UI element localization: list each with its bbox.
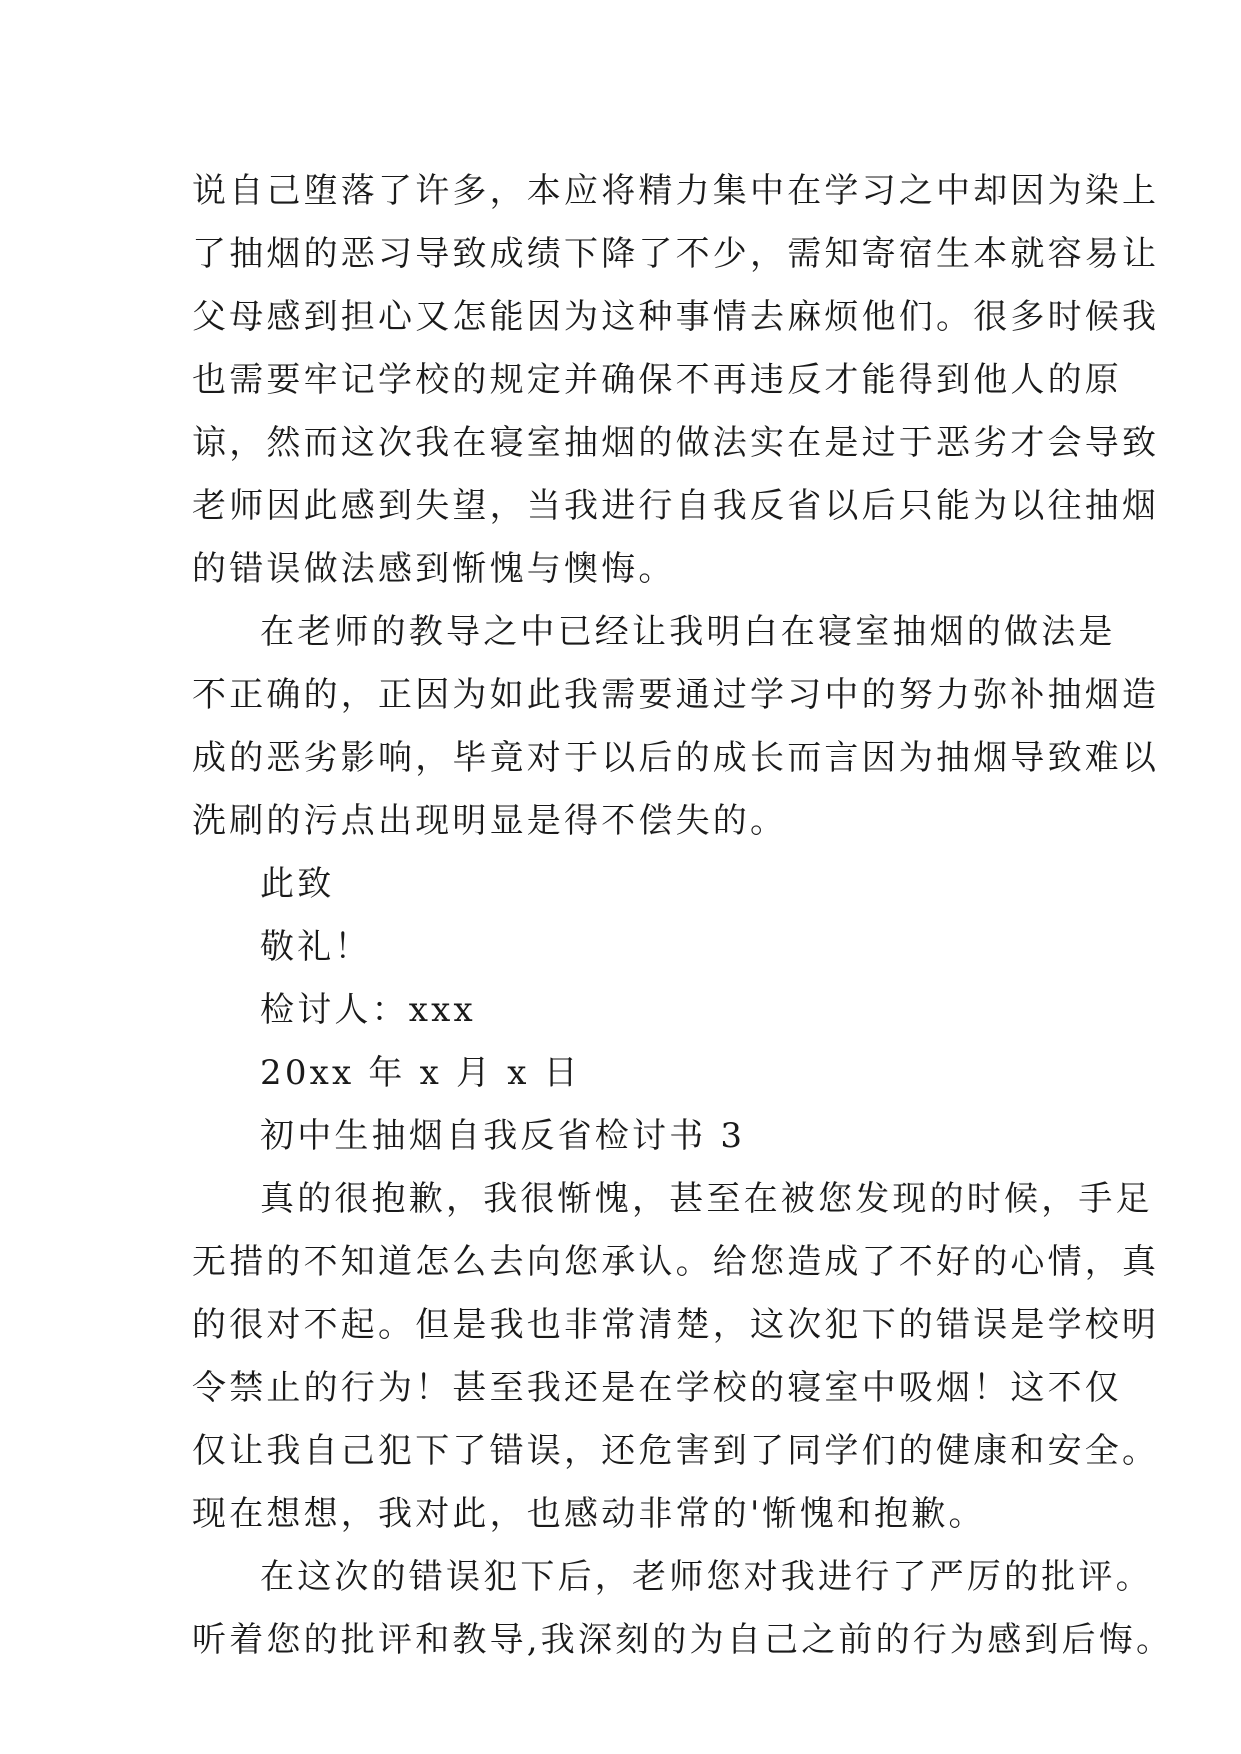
document-body [192,160,1174,1672]
text-line: 令禁止的行为！甚至我还是在学校的寝室中吸烟！这不仅 [192,1368,1122,1408]
text-line: 父母感到担心又怎能因为这种事情去麻烦他们。很多时候我 [192,297,1160,337]
closing-salutation: 此致 [260,864,335,904]
text-line: 说自己堕落了许多，本应将精力集中在学习之中却因为染上 [192,171,1160,211]
text-line: 无措的不知道怎么去向您承认。给您造成了不好的心情，真 [192,1242,1160,1282]
text-line: 了抽烟的恶习导致成绩下降了不少，需知寄宿生本就容易让 [192,234,1160,274]
section-title: 初中生抽烟自我反省检讨书 3 [260,1116,746,1156]
paragraph-start-line: 真的很抱歉，我很惭愧，甚至在被您发现的时候，手足 [260,1179,1153,1219]
text-line: 成的恶劣影响，毕竟对于以后的成长而言因为抽烟导致难以 [192,738,1160,778]
text-line: 的错误做法感到惭愧与懊悔。 [192,549,676,589]
text-line: 听着您的批评和教导,我深刻的为自己之前的行为感到后悔。 [192,1620,1174,1660]
date-line: 20xx 年 x 月 x 日 [260,1053,581,1093]
text-line: 现在想想，我对此，也感动非常的'惭愧和抱歉。 [192,1494,986,1534]
signature-line: 检讨人：xxx [260,990,476,1030]
text-line: 仅让我自己犯下了错误，还危害到了同学们的健康和安全。 [192,1431,1160,1471]
closing-regards: 敬礼！ [260,927,372,967]
text-line: 谅，然而这次我在寝室抽烟的做法实在是过于恶劣才会导致 [192,423,1160,463]
text-line: 不正确的，正因为如此我需要通过学习中的努力弥补抽烟造 [192,675,1160,715]
text-line: 洗刷的污点出现明显是得不偿失的。 [192,801,788,841]
text-line: 老师因此感到失望，当我进行自我反省以后只能为以往抽烟 [192,486,1160,526]
paragraph-start-line: 在这次的错误犯下后，老师您对我进行了严厉的批评。 [260,1557,1153,1597]
text-line: 也需要牢记学校的规定并确保不再违反才能得到他人的原 [192,360,1122,400]
paragraph-start-line: 在老师的教导之中已经让我明白在寝室抽烟的做法是 [260,612,1116,652]
text-line: 的很对不起。但是我也非常清楚，这次犯下的错误是学校明 [192,1305,1160,1345]
